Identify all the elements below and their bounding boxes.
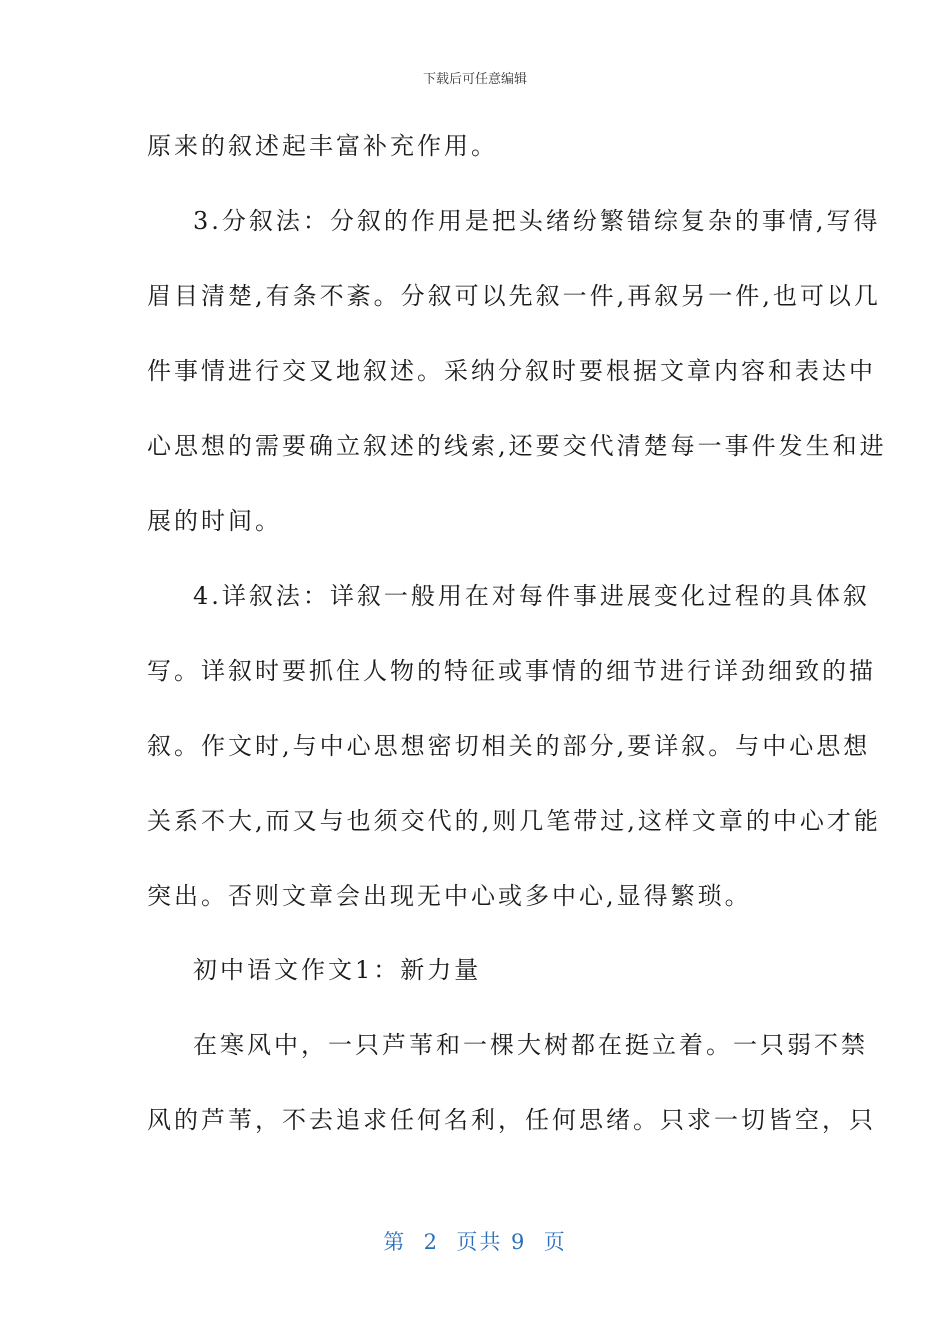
body-line: 风的芦苇，不去追求任何名利，任何思绪。只求一切皆空，只 (147, 1106, 876, 1134)
body-line: 原来的叙述起丰富补充作用。 (147, 132, 498, 160)
body-line: 心思想的需要确立叙述的线索,还要交代清楚每一事件发生和进 (147, 432, 887, 460)
body-line: 叙。作文时,与中心思想密切相关的部分,要详叙。与中心思想 (147, 732, 871, 760)
body-line: 在寒风中，一只芦苇和一棵大树都在挺立着。一只弱不禁 (193, 1031, 868, 1059)
page-number-footer: 第 2 页共 9 页 (383, 1230, 567, 1254)
body-line: 关系不大,而又与也须交代的,则几笔带过,这样文章的中心才能 (147, 807, 881, 835)
body-line: 写。详叙时要抓住人物的特征或事情的细节进行详劲细致的描 (147, 657, 876, 685)
page-header: 下载后可任意编辑 (422, 72, 527, 87)
body-line: 3.分叙法：分叙的作用是把头绪纷繁错综复杂的事情,写得 (193, 207, 881, 235)
body-line: 4.详叙法：详叙一般用在对每件事进展变化过程的具体叙 (193, 582, 870, 610)
body-line: 突出。否则文章会出现无中心或多中心,显得繁琐。 (147, 882, 752, 910)
body-line: 展的时间。 (147, 507, 282, 535)
essay-heading: 初中语文作文1：新力量 (193, 956, 482, 984)
body-line: 件事情进行交叉地叙述。采纳分叙时要根据文章内容和表达中 (147, 357, 876, 385)
body-line: 眉目清楚,有条不紊。分叙可以先叙一件,再叙另一件,也可以几 (147, 282, 881, 310)
